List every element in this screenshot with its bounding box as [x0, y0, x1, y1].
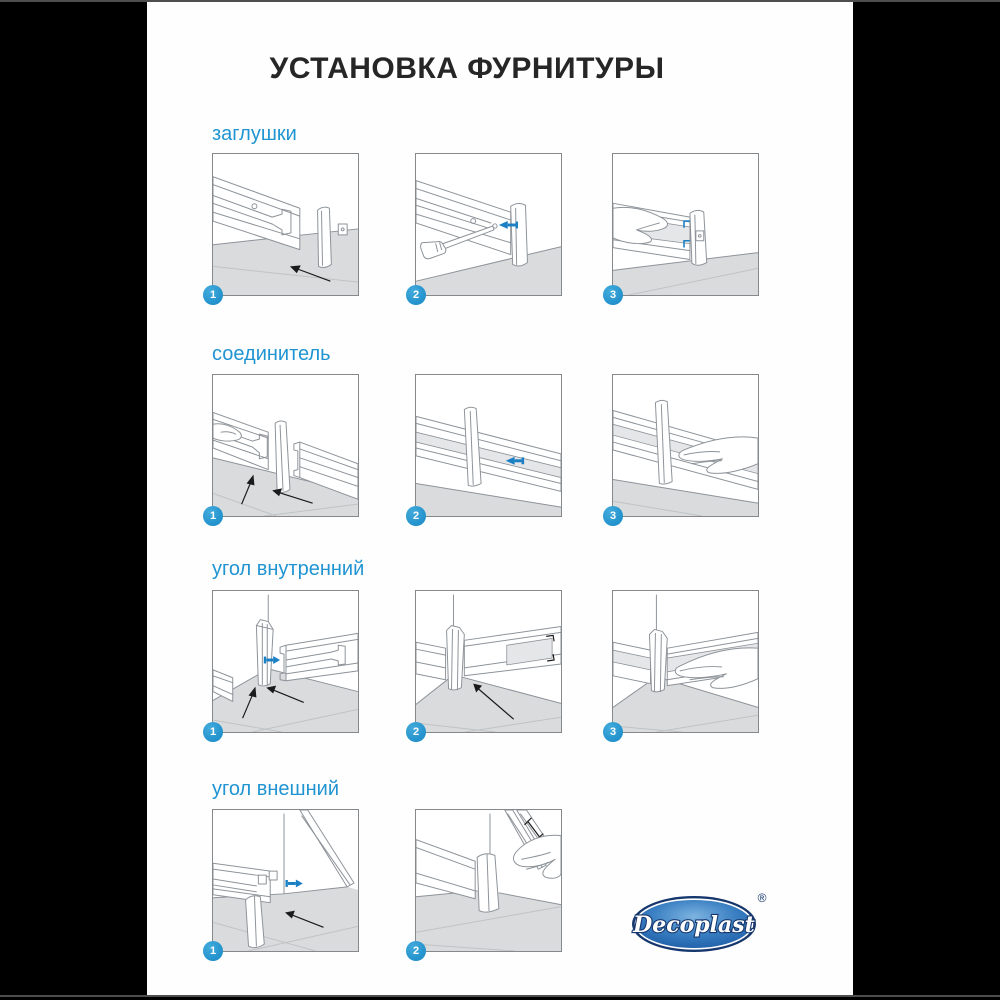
step-number-badge: 1	[203, 941, 223, 961]
end-cap	[318, 207, 332, 267]
page-title: УСТАНОВКА ФУРНИТУРЫ	[269, 52, 665, 85]
section-label-connector: соединитель	[212, 343, 331, 365]
skirting-left-wall	[213, 670, 233, 702]
step-number-badge: 2	[406, 722, 426, 742]
step-number-badge: 2	[406, 941, 426, 961]
step-number-badge: 3	[603, 722, 623, 742]
end-cap	[511, 204, 528, 266]
inner-corner-piece	[447, 626, 465, 690]
step-number-badge: 2	[406, 506, 426, 526]
illustration-outer-corner-step-2	[416, 810, 561, 951]
step-number-badge: 1	[203, 722, 223, 742]
skirting-left-wall	[416, 840, 475, 899]
outer-corner-piece	[477, 854, 499, 912]
logo-wordmark: Decoplast	[633, 912, 755, 938]
end-cap	[690, 210, 707, 265]
skirting-left-wall	[416, 642, 446, 679]
illustration-connector-step-3	[613, 375, 758, 516]
instruction-sheet	[147, 2, 853, 995]
panel-connector-step-3	[609, 374, 759, 522]
connector-piece	[655, 400, 672, 484]
panel-inner-corner-step-1	[209, 590, 359, 738]
illustration-caps-step-3	[613, 154, 758, 295]
panel-connector-step-2	[412, 374, 562, 522]
decoplast-logo	[630, 890, 770, 956]
inner-corner-piece	[649, 629, 667, 691]
panel-inner-corner-step-3	[609, 590, 759, 738]
skirting-right-wall	[464, 626, 561, 675]
skirting-left-wall	[613, 642, 650, 683]
panel-caps-step-1	[209, 153, 359, 301]
illustration-caps-step-2	[416, 154, 561, 295]
panel-outer-corner-step-2	[412, 809, 562, 957]
section-label-outer-corner: угол внешний	[212, 778, 339, 800]
step-number-badge: 1	[203, 506, 223, 526]
screw-icon	[286, 880, 303, 888]
panel-outer-corner-step-1	[209, 809, 359, 957]
registered-trademark-icon: ®	[757, 891, 767, 905]
panel-caps-step-3	[609, 153, 759, 301]
skirting-right-wall	[280, 633, 358, 680]
step-number-badge: 1	[203, 285, 223, 305]
illustration-inner-corner-step-3	[613, 591, 758, 732]
connector-piece	[464, 407, 481, 486]
panel-caps-step-2	[412, 153, 562, 301]
illustration-caps-step-1	[213, 154, 358, 295]
illustration-outer-corner-step-1	[213, 810, 358, 951]
illustration-connector-step-2	[416, 375, 561, 516]
panel-inner-corner-step-2	[412, 590, 562, 738]
skirting-board	[416, 416, 561, 491]
section-label-caps: заглушки	[212, 123, 297, 145]
panel-connector-step-1	[209, 374, 359, 522]
illustration-connector-step-1	[213, 375, 358, 516]
illustration-inner-corner-step-2	[416, 591, 561, 732]
step-number-badge: 3	[603, 506, 623, 526]
step-number-badge: 2	[406, 285, 426, 305]
section-label-inner-corner: угол внутренний	[212, 558, 365, 580]
skirting-board	[213, 177, 300, 250]
inner-corner-piece	[256, 620, 273, 686]
skirting-right-wall	[300, 810, 354, 887]
bottom-border-line	[0, 995, 1000, 997]
brand-logo	[630, 890, 770, 956]
connector-piece	[275, 421, 290, 492]
wall-clip	[338, 224, 347, 235]
step-number-badge: 3	[603, 285, 623, 305]
illustration-inner-corner-step-1	[213, 591, 358, 732]
hand-icon	[513, 835, 561, 878]
